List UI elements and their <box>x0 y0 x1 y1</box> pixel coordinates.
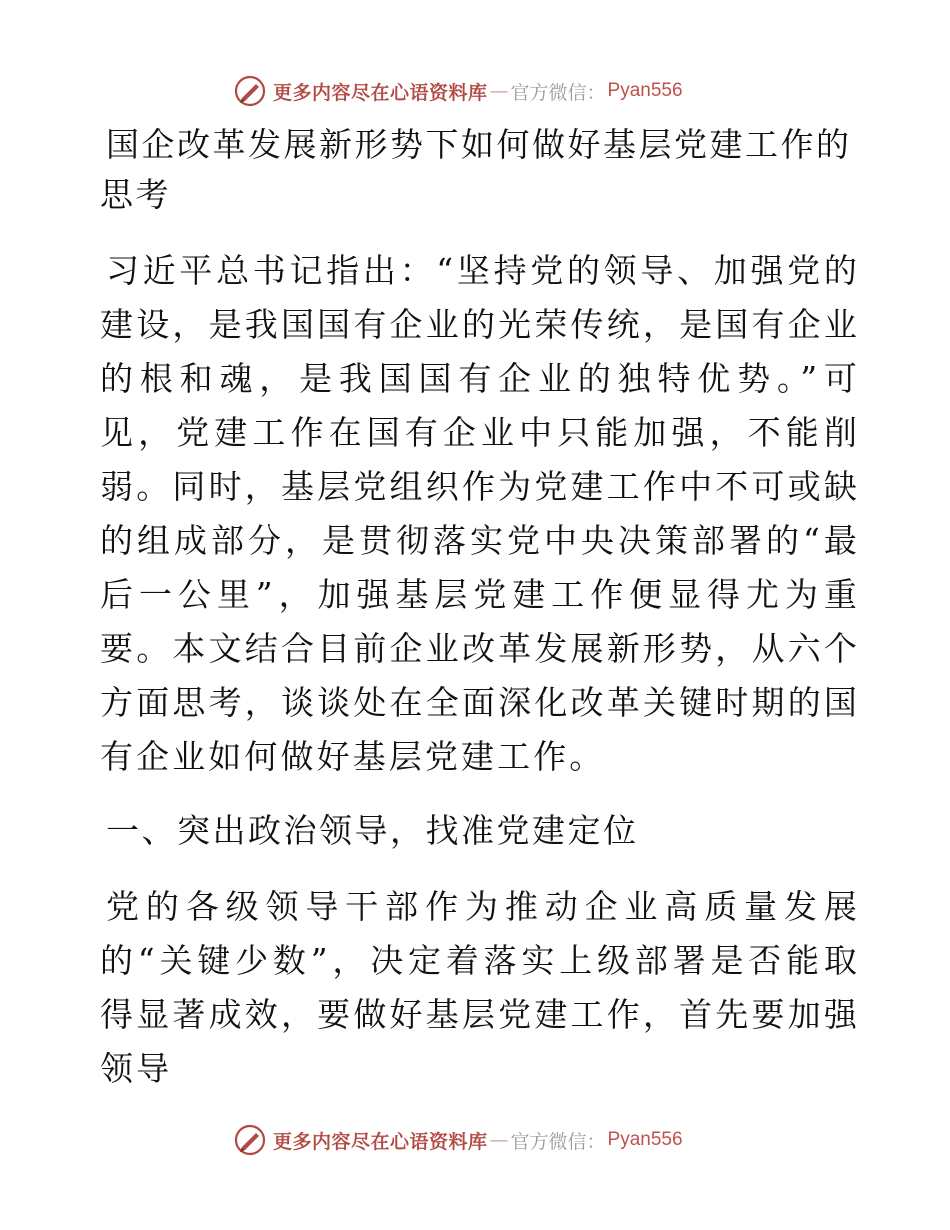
watermark-main-text: 更多内容尽在心语资料库 <box>273 81 488 104</box>
document-title: 国企改革发展新形势下如何做好基层党建工作的思考 <box>100 125 852 214</box>
pen-logo-icon <box>233 74 267 108</box>
section-heading: 一、突出政治领导，找准党建定位 <box>106 811 639 850</box>
watermark-wechat-id: Pyan556 <box>607 1129 683 1150</box>
watermark-dash: — <box>489 1129 509 1151</box>
document-body <box>100 120 860 1096</box>
intro-paragraph: 习近平总书记指出：“坚持党的领导、加强党的建设，是我国国有企业的光荣传统，是国有企业的根和魂，是我国国有企业的独特优势。”可见，党建工作在国有企业中只能加强，不能削弱。同时，基层党组织作为党建工作中不可或缺的组成部分，是贯彻落实党中央决策部署的“最后一公里”，加强基层党建工作便显得尤为重要。本文结合目前企业改革发展新形势，从六个方面思考，谈谈处在全面深化改革关键时期的国有企业如何做好基层党建工作。 <box>100 251 860 776</box>
watermark-wechat-label: 官方微信： <box>510 1130 606 1153</box>
watermark-wechat-label: 官方微信： <box>510 81 606 104</box>
section-paragraph: 党的各级领导干部作为推动企业高质量发展的“关键少数”，决定着落实上级部署是否能取得显著成效，要做好基层党建工作，首先要加强领导 <box>100 887 860 1088</box>
watermark-banner-bottom <box>233 1122 683 1158</box>
watermark-main-text: 更多内容尽在心语资料库 <box>273 1130 488 1153</box>
pen-logo-icon <box>233 1123 267 1157</box>
watermark-wechat-id: Pyan556 <box>607 80 683 101</box>
watermark-dash: — <box>489 80 509 102</box>
watermark-banner-top <box>233 73 683 109</box>
